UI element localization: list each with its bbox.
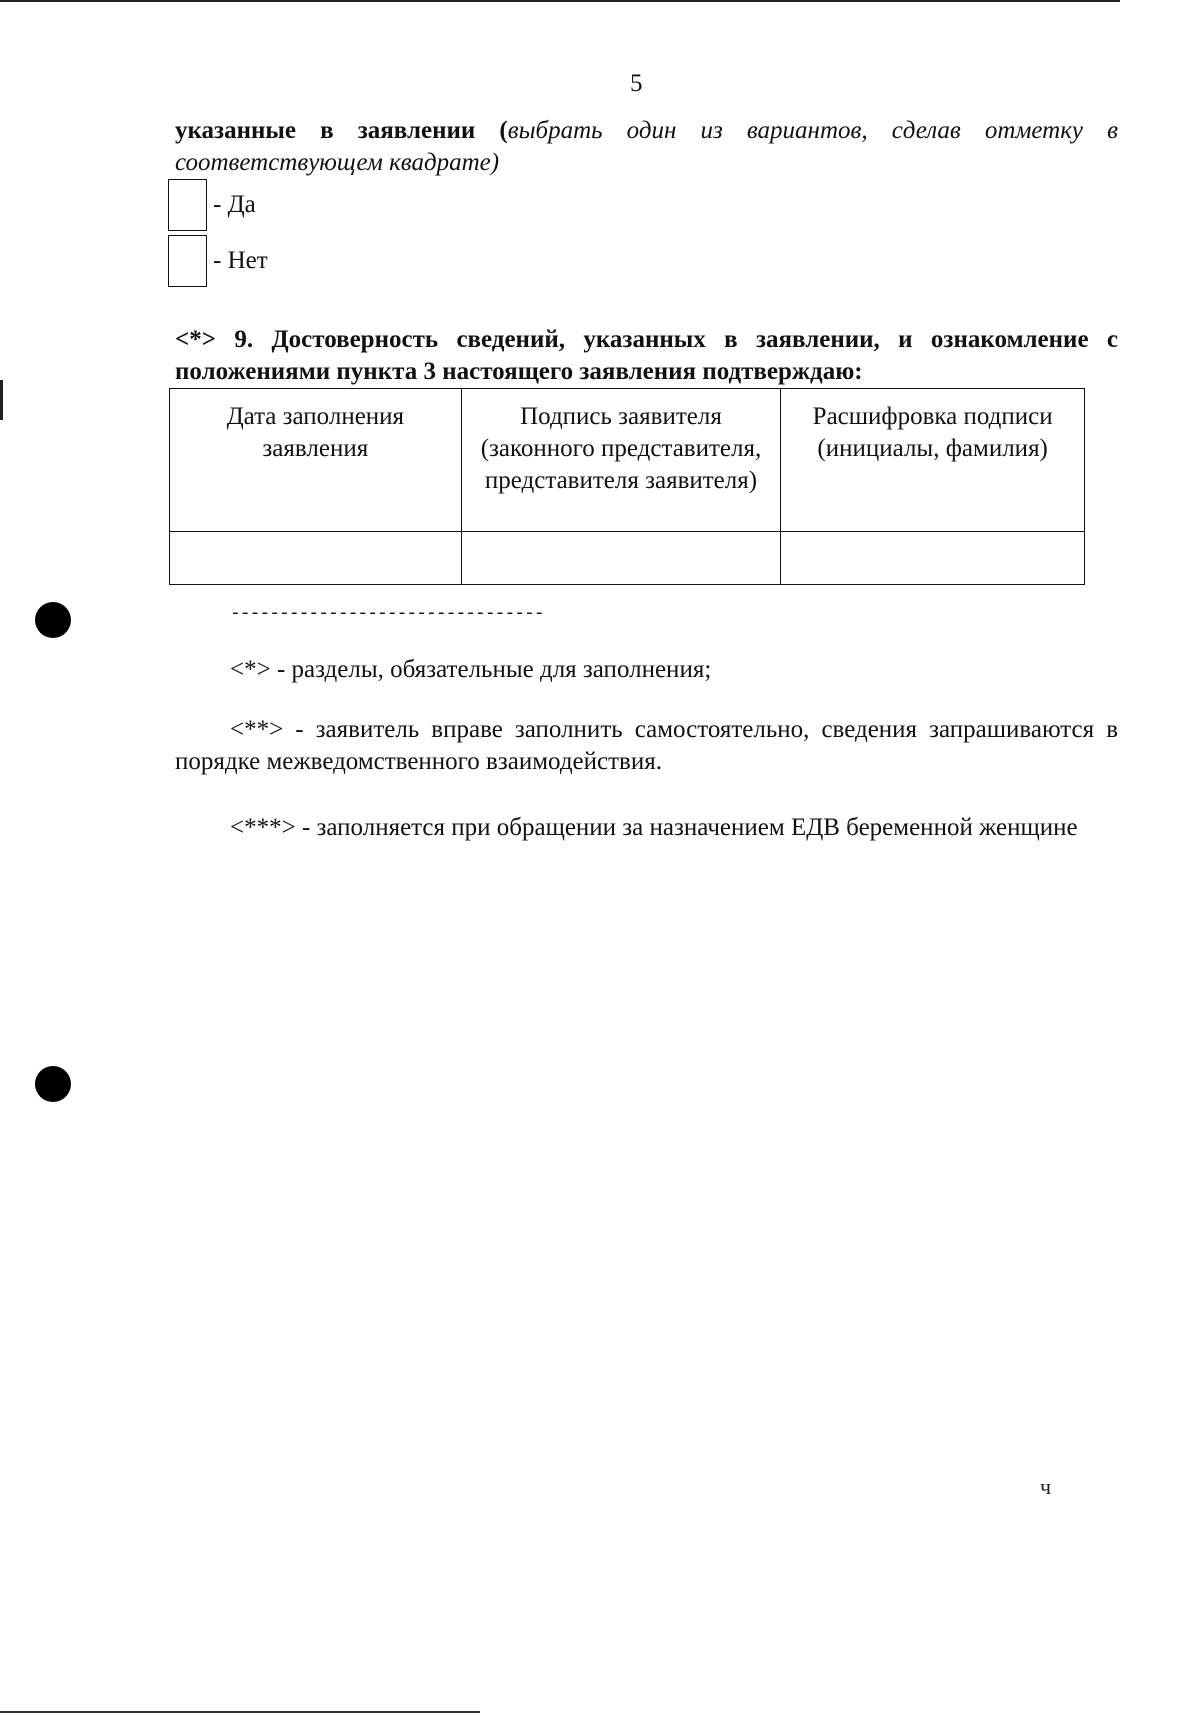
footnote-separator: -------------------------------- (230, 604, 544, 624)
checkbox-no[interactable] (168, 235, 207, 287)
header-applicant-signature: Подпись заявителя (законного представителя, представителя заявителя) (461, 389, 781, 532)
fill-date-cell[interactable] (170, 532, 462, 585)
scan-left-edge-mark (0, 380, 3, 420)
signature-table-header-row (170, 389, 1085, 532)
scan-top-edge-line (0, 0, 1120, 2)
section-9-heading: <*> 9. Достоверность сведений, указанных в заявлении, и ознакомление с положениями пункта 3 настоящего заявления подтверждаю: (175, 326, 1118, 385)
checkbox-yes[interactable] (168, 179, 207, 231)
option-no-label: - Нет (213, 247, 268, 274)
option-no[interactable] (168, 234, 268, 288)
applicant-signature-cell[interactable] (461, 532, 781, 585)
scan-bottom-edge-line (0, 1711, 480, 1713)
question-intro (175, 115, 1118, 179)
signature-table-input-row (170, 532, 1085, 585)
page-number: 5 (630, 70, 643, 97)
signature-table (169, 388, 1085, 585)
option-yes[interactable] (168, 178, 256, 232)
question-intro-bold: указанные в заявлении ( (175, 117, 508, 144)
question-intro-italic: выбрать один из вариантов, сделав отметку в соответствующем квадрате) (175, 117, 1118, 176)
punch-hole-bottom (35, 1066, 71, 1102)
header-signature-decoding: Расшифровка подписи (инициалы, фамилия) (781, 389, 1085, 532)
option-yes-label: - Да (213, 191, 256, 218)
signature-decoding-cell[interactable] (781, 532, 1085, 585)
footnote-required-sections: <*> - разделы, обязательные для заполнения; (230, 656, 712, 683)
punch-hole-top (35, 602, 71, 638)
header-fill-date: Дата заполнения заявления (170, 389, 462, 532)
scan-corner-mark: ч (1040, 1474, 1052, 1499)
footnote-pregnant-woman: <***> - заполняется при обращении за назначением ЕДВ беременной женщине (230, 814, 1078, 841)
footnote-interagency: <**> - заявитель вправе заполнить самостоятельно, сведения запрашиваются в порядке межведомственного взаимодействия. (175, 716, 1118, 775)
